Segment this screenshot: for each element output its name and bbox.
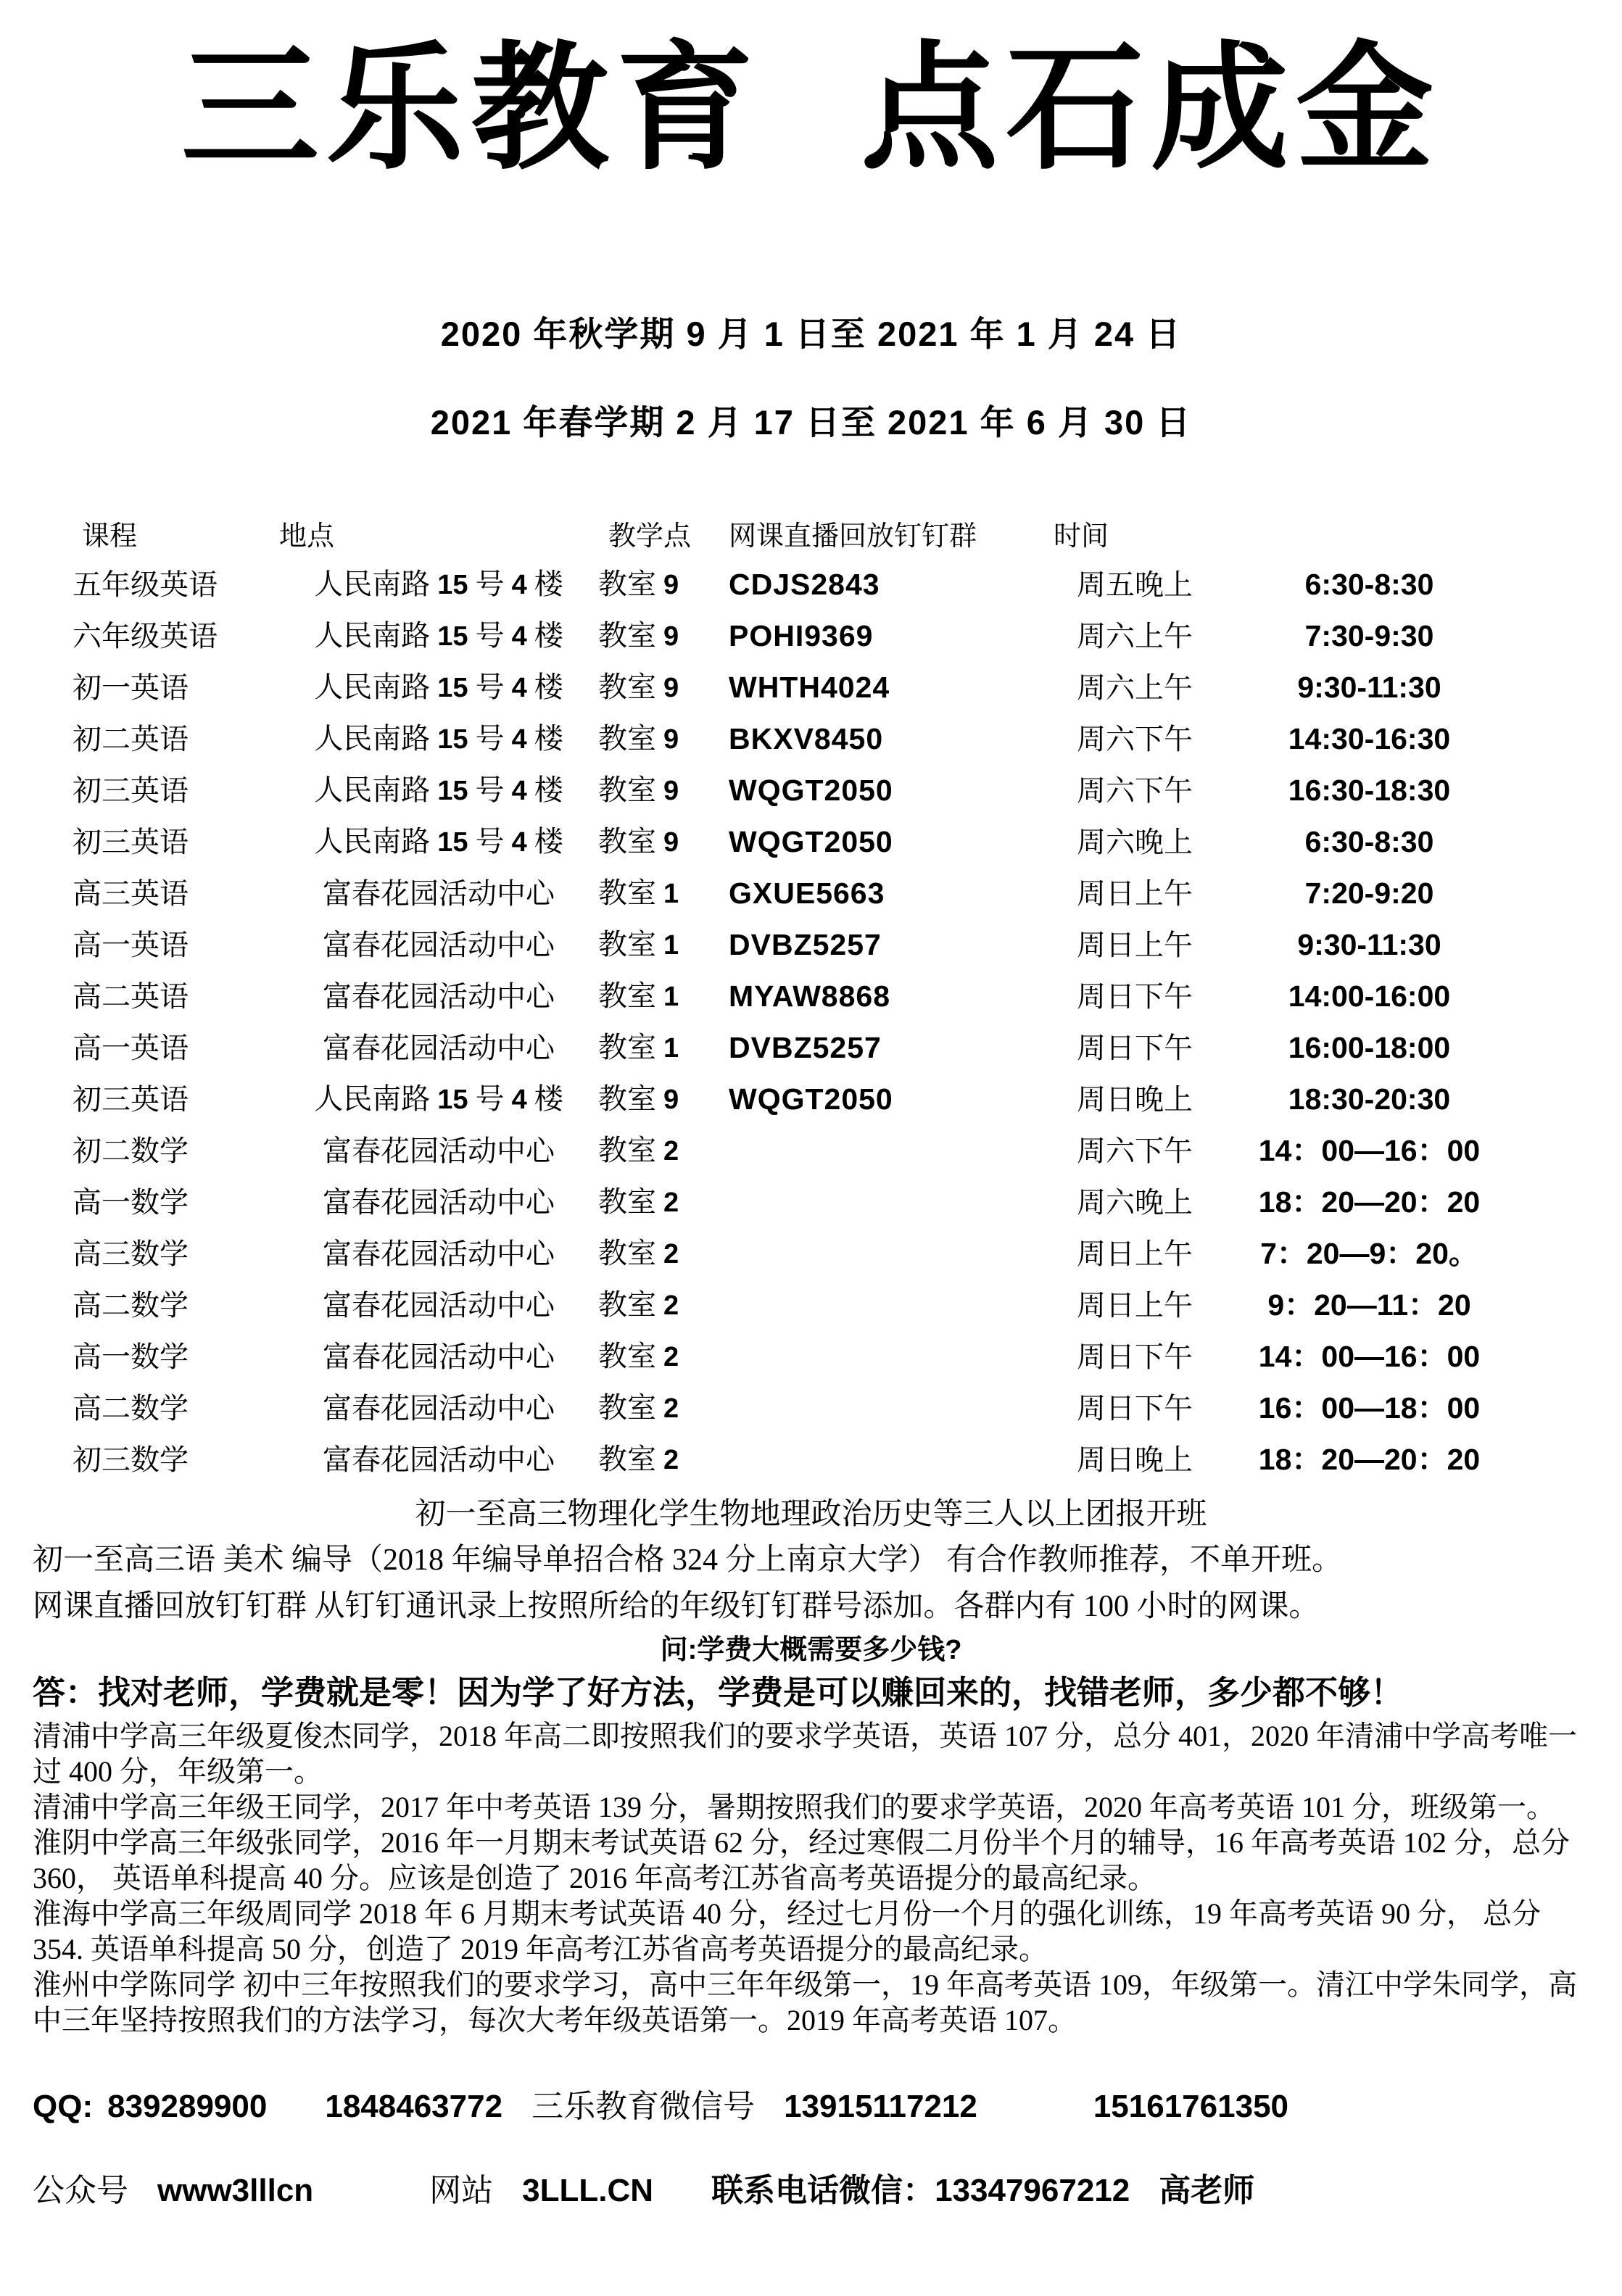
qq-label: QQ:	[33, 2089, 94, 2124]
course-name: 五年级英语	[73, 568, 218, 601]
teacher-name: 高老师	[1159, 2173, 1255, 2208]
schedule-row	[69, 970, 1589, 1021]
course-day: 周日上午	[1077, 1238, 1193, 1270]
course-time: 7：20—9：20。	[1260, 1237, 1478, 1270]
course-day: 周日下午	[1077, 1340, 1193, 1373]
course-day: 周日下午	[1077, 1392, 1193, 1425]
course-day: 周六晚上	[1077, 826, 1193, 858]
course-day: 周六晚上	[1077, 1186, 1193, 1219]
header-dingtalk-group: 网课直播回放钉钉群	[729, 521, 977, 552]
tuition-question: 问:学费大概需要多少钱?	[660, 1635, 962, 1665]
autumn-semester-date: 2020 年秋学期 9 月 1 日至 2021 年 1 月 24 日	[440, 315, 1182, 353]
course-name: 高二英语	[73, 980, 189, 1013]
schedule-row	[69, 764, 1589, 816]
dingtalk-instruction-note: 网课直播回放钉钉群 从钉钉通讯录上按照所给的年级钉钉群号添加。各群内有 100 小时的网课。	[33, 1590, 1320, 1623]
course-name: 初二数学	[73, 1135, 189, 1167]
contact-line-web-phone	[33, 2164, 1589, 2210]
qq-number-2: 1848463772	[325, 2089, 503, 2124]
course-location: 富春花园活动中心	[323, 877, 555, 910]
schedule-row	[69, 1124, 1589, 1176]
qq-number-1: 839289900	[107, 2089, 268, 2124]
testimonial-paragraph: 清浦中学高三年级王同学，2017 年中考英语 139 分，暑期按照我们的要求学英语，2020 年高考英语 101 分，班级第一。	[33, 1791, 1555, 1823]
course-time: 16：00—18：00	[1258, 1391, 1481, 1425]
dingtalk-group-code: DVBZ5257	[729, 928, 882, 961]
dingtalk-group-code: MYAW8868	[729, 979, 890, 1013]
course-name: 高二数学	[73, 1289, 189, 1322]
course-location: 人民南路 15 号 4 楼	[314, 722, 563, 755]
header-course: 课程	[82, 521, 138, 552]
course-day: 周五晚上	[1077, 568, 1193, 601]
course-classroom: 教室 2	[598, 1340, 679, 1372]
spring-semester-date: 2021 年春学期 2 月 17 日至 2021 年 6 月 30 日	[430, 403, 1192, 442]
course-name: 六年级英语	[73, 620, 218, 652]
phone-number: 13347967212	[935, 2173, 1130, 2208]
course-location: 富春花园活动中心	[323, 1238, 555, 1270]
phone-label: 联系电话微信：	[711, 2173, 935, 2208]
course-location: 富春花园活动中心	[323, 929, 555, 961]
course-name: 高三数学	[73, 1238, 189, 1270]
course-time: 9:30-11:30	[1297, 928, 1441, 961]
testimonial-paragraph: 淮州中学陈同学 初中三年按照我们的要求学习，高中三年年级第一，19 年高考英语 109，年级第一。清江中学朱同学，高中三年坚持按照我们的方法学习，每次大考年级英语第一。2019 年高考英语 107。	[33, 1968, 1577, 2036]
course-day: 周六下午	[1077, 774, 1193, 807]
course-name: 初一英语	[73, 671, 189, 704]
course-classroom: 教室 9	[598, 568, 679, 600]
schedule-row	[69, 661, 1589, 713]
course-classroom: 教室 2	[598, 1134, 679, 1166]
schedule-rows	[69, 558, 1589, 1485]
course-location: 富春花园活动中心	[323, 1392, 555, 1425]
course-time: 7:20-9:20	[1304, 876, 1434, 910]
schedule-row	[69, 1227, 1589, 1279]
public-account-label: 公众号	[33, 2173, 128, 2208]
testimonial-paragraph: 清浦中学高三年级夏俊杰同学，2018 年高二即按照我们的要求学英语，英语 107 分，总分 401，2020 年清浦中学高考唯一过 400 分，年级第一。	[33, 1720, 1577, 1788]
course-time: 9：20—11：20	[1267, 1288, 1471, 1322]
course-name: 高二数学	[73, 1392, 189, 1425]
course-day: 周六下午	[1077, 723, 1193, 755]
wechat-number-1: 13915117212	[784, 2089, 977, 2124]
course-day: 周六下午	[1077, 1135, 1193, 1167]
course-time: 14：00—16：00	[1258, 1340, 1481, 1373]
group-enrollment-note: 初一至高三物理化学生物地理政治历史等三人以上团报开班	[415, 1498, 1207, 1531]
dingtalk-group-code: WQGT2050	[729, 1082, 893, 1116]
course-day: 周日上午	[1077, 1289, 1193, 1322]
schedule-row	[69, 867, 1589, 919]
course-location: 人民南路 15 号 4 楼	[314, 825, 563, 858]
schedule-row	[69, 816, 1589, 867]
course-name: 初三数学	[73, 1443, 189, 1476]
schedule-row	[69, 1279, 1589, 1330]
course-location: 富春花园活动中心	[323, 1186, 555, 1219]
course-location: 富春花园活动中心	[323, 980, 555, 1013]
dingtalk-group-code: GXUE5663	[729, 876, 885, 910]
course-day: 周日下午	[1077, 980, 1193, 1013]
course-name: 高一英语	[73, 1032, 189, 1064]
course-day: 周日上午	[1077, 877, 1193, 910]
course-classroom: 教室 2	[598, 1391, 679, 1424]
dingtalk-group-code: DVBZ5257	[729, 1031, 882, 1064]
course-day: 周日晚上	[1077, 1443, 1193, 1476]
schedule-row	[69, 1382, 1589, 1433]
course-location: 人民南路 15 号 4 楼	[314, 568, 563, 600]
semester-dates	[33, 290, 1589, 467]
contact-line-qq-wechat	[33, 2080, 1589, 2126]
course-classroom: 教室 9	[598, 619, 679, 652]
course-name: 高一英语	[73, 929, 189, 961]
course-classroom: 教室 9	[598, 774, 679, 806]
testimonial-paragraph: 淮海中学高三年级周同学 2018 年 6 月期末考试英语 40 分，经过七月份一个月的强化训练，19 年高考英语 90 分， 总分 354. 英语单科提高 50 分，创造了 2019 年高考江苏省高考英语提分的最高纪录。	[33, 1897, 1541, 1965]
public-account-value: www3lllcn	[157, 2173, 314, 2208]
course-location: 富春花园活动中心	[323, 1443, 555, 1476]
course-time: 14:00-16:00	[1288, 979, 1451, 1013]
course-classroom: 教室 9	[598, 1082, 679, 1115]
course-classroom: 教室 2	[598, 1443, 679, 1475]
wechat-label: 三乐教育微信号	[531, 2089, 756, 2124]
course-name: 高一数学	[73, 1340, 189, 1373]
schedule-row	[69, 1433, 1589, 1485]
course-name: 初三英语	[73, 1083, 189, 1116]
course-classroom: 教室 1	[598, 928, 679, 961]
dingtalk-group-code: WHTH4024	[729, 671, 890, 704]
course-name: 高一数学	[73, 1186, 189, 1219]
course-day: 周六上午	[1077, 671, 1193, 704]
course-location: 人民南路 15 号 4 楼	[314, 671, 563, 703]
dingtalk-group-code: CDJS2843	[729, 568, 880, 601]
course-time: 16:30-18:30	[1288, 774, 1451, 807]
dingtalk-group-code: BKXV8450	[729, 722, 884, 755]
course-classroom: 教室 1	[598, 876, 679, 909]
course-location: 富春花园活动中心	[323, 1340, 555, 1373]
art-course-note: 初一至高三语 美术 编导（2018 年编导单招合格 324 分上南京大学） 有合作教师推荐，不单开班。	[33, 1543, 1343, 1577]
course-location: 富春花园活动中心	[323, 1289, 555, 1322]
course-name: 初三英语	[73, 826, 189, 858]
wechat-number-2: 15161761350	[1093, 2089, 1289, 2124]
course-location: 人民南路 15 号 4 楼	[314, 619, 563, 652]
schedule-row	[69, 558, 1589, 610]
course-day: 周日上午	[1077, 929, 1193, 961]
dingtalk-group-code: WQGT2050	[729, 774, 893, 807]
schedule-row	[69, 919, 1589, 970]
header-time: 时间	[1054, 521, 1109, 552]
testimonial-paragraph: 淮阴中学高三年级张同学，2016 年一月期末考试英语 62 分，经过寒假二月份半个月的辅导，16 年高考英语 102 分，总分 360， 英语单科提高 40 分。应该是创造了 2016 年高考江苏省高考英语提分的最高纪录。	[33, 1826, 1570, 1894]
course-location: 富春花园活动中心	[323, 1135, 555, 1167]
website-label: 网站	[429, 2173, 494, 2208]
course-name: 高三英语	[73, 877, 189, 910]
course-classroom: 教室 2	[598, 1237, 679, 1269]
course-time: 14：00—16：00	[1258, 1134, 1481, 1167]
course-day: 周日下午	[1077, 1032, 1193, 1064]
course-location: 人民南路 15 号 4 楼	[314, 774, 563, 806]
schedule-row	[69, 1176, 1589, 1227]
dingtalk-group-code: WQGT2050	[729, 825, 893, 858]
course-time: 18：20—20：20	[1258, 1185, 1481, 1219]
course-time: 14:30-16:30	[1288, 722, 1451, 755]
course-name: 初三英语	[73, 774, 189, 807]
schedule-row	[69, 610, 1589, 661]
course-classroom: 教室 9	[598, 671, 679, 703]
course-classroom: 教室 9	[598, 825, 679, 858]
course-time: 6:30-8:30	[1304, 568, 1434, 601]
course-classroom: 教室 9	[598, 722, 679, 755]
page-title: 三乐教育 点石成金	[181, 34, 1441, 186]
header-location: 地点	[279, 521, 335, 552]
class-schedule-table	[69, 515, 1589, 1485]
course-classroom: 教室 1	[598, 1031, 679, 1064]
course-classroom: 教室 1	[598, 979, 679, 1012]
course-time: 18：20—20：20	[1258, 1443, 1481, 1476]
schedule-row	[69, 1330, 1589, 1382]
course-time: 16:00-18:00	[1288, 1031, 1451, 1064]
schedule-row	[69, 1021, 1589, 1073]
schedule-header-row	[69, 515, 1589, 558]
course-location: 富春花园活动中心	[323, 1032, 555, 1064]
schedule-row	[69, 713, 1589, 764]
course-name: 初二英语	[73, 723, 189, 755]
course-time: 9:30-11:30	[1297, 671, 1441, 704]
course-classroom: 教室 2	[598, 1185, 679, 1218]
header-classroom: 教学点	[608, 521, 692, 552]
course-location: 人民南路 15 号 4 楼	[314, 1082, 563, 1115]
course-day: 周日晚上	[1077, 1083, 1193, 1116]
course-day: 周六上午	[1077, 620, 1193, 652]
student-testimonials	[33, 1718, 1589, 2038]
dingtalk-group-code: POHI9369	[729, 619, 874, 652]
schedule-row	[69, 1073, 1589, 1124]
tuition-answer: 答：找对老师，学费就是零！因为学了好方法，学费是可以赚回来的，找错老师，多少都不够！	[33, 1675, 1404, 1711]
course-classroom: 教室 2	[598, 1288, 679, 1321]
course-time: 6:30-8:30	[1304, 825, 1434, 858]
course-time: 18:30-20:30	[1288, 1082, 1451, 1116]
website-value: 3LLL.CN	[522, 2173, 654, 2208]
course-time: 7:30-9:30	[1304, 619, 1434, 652]
